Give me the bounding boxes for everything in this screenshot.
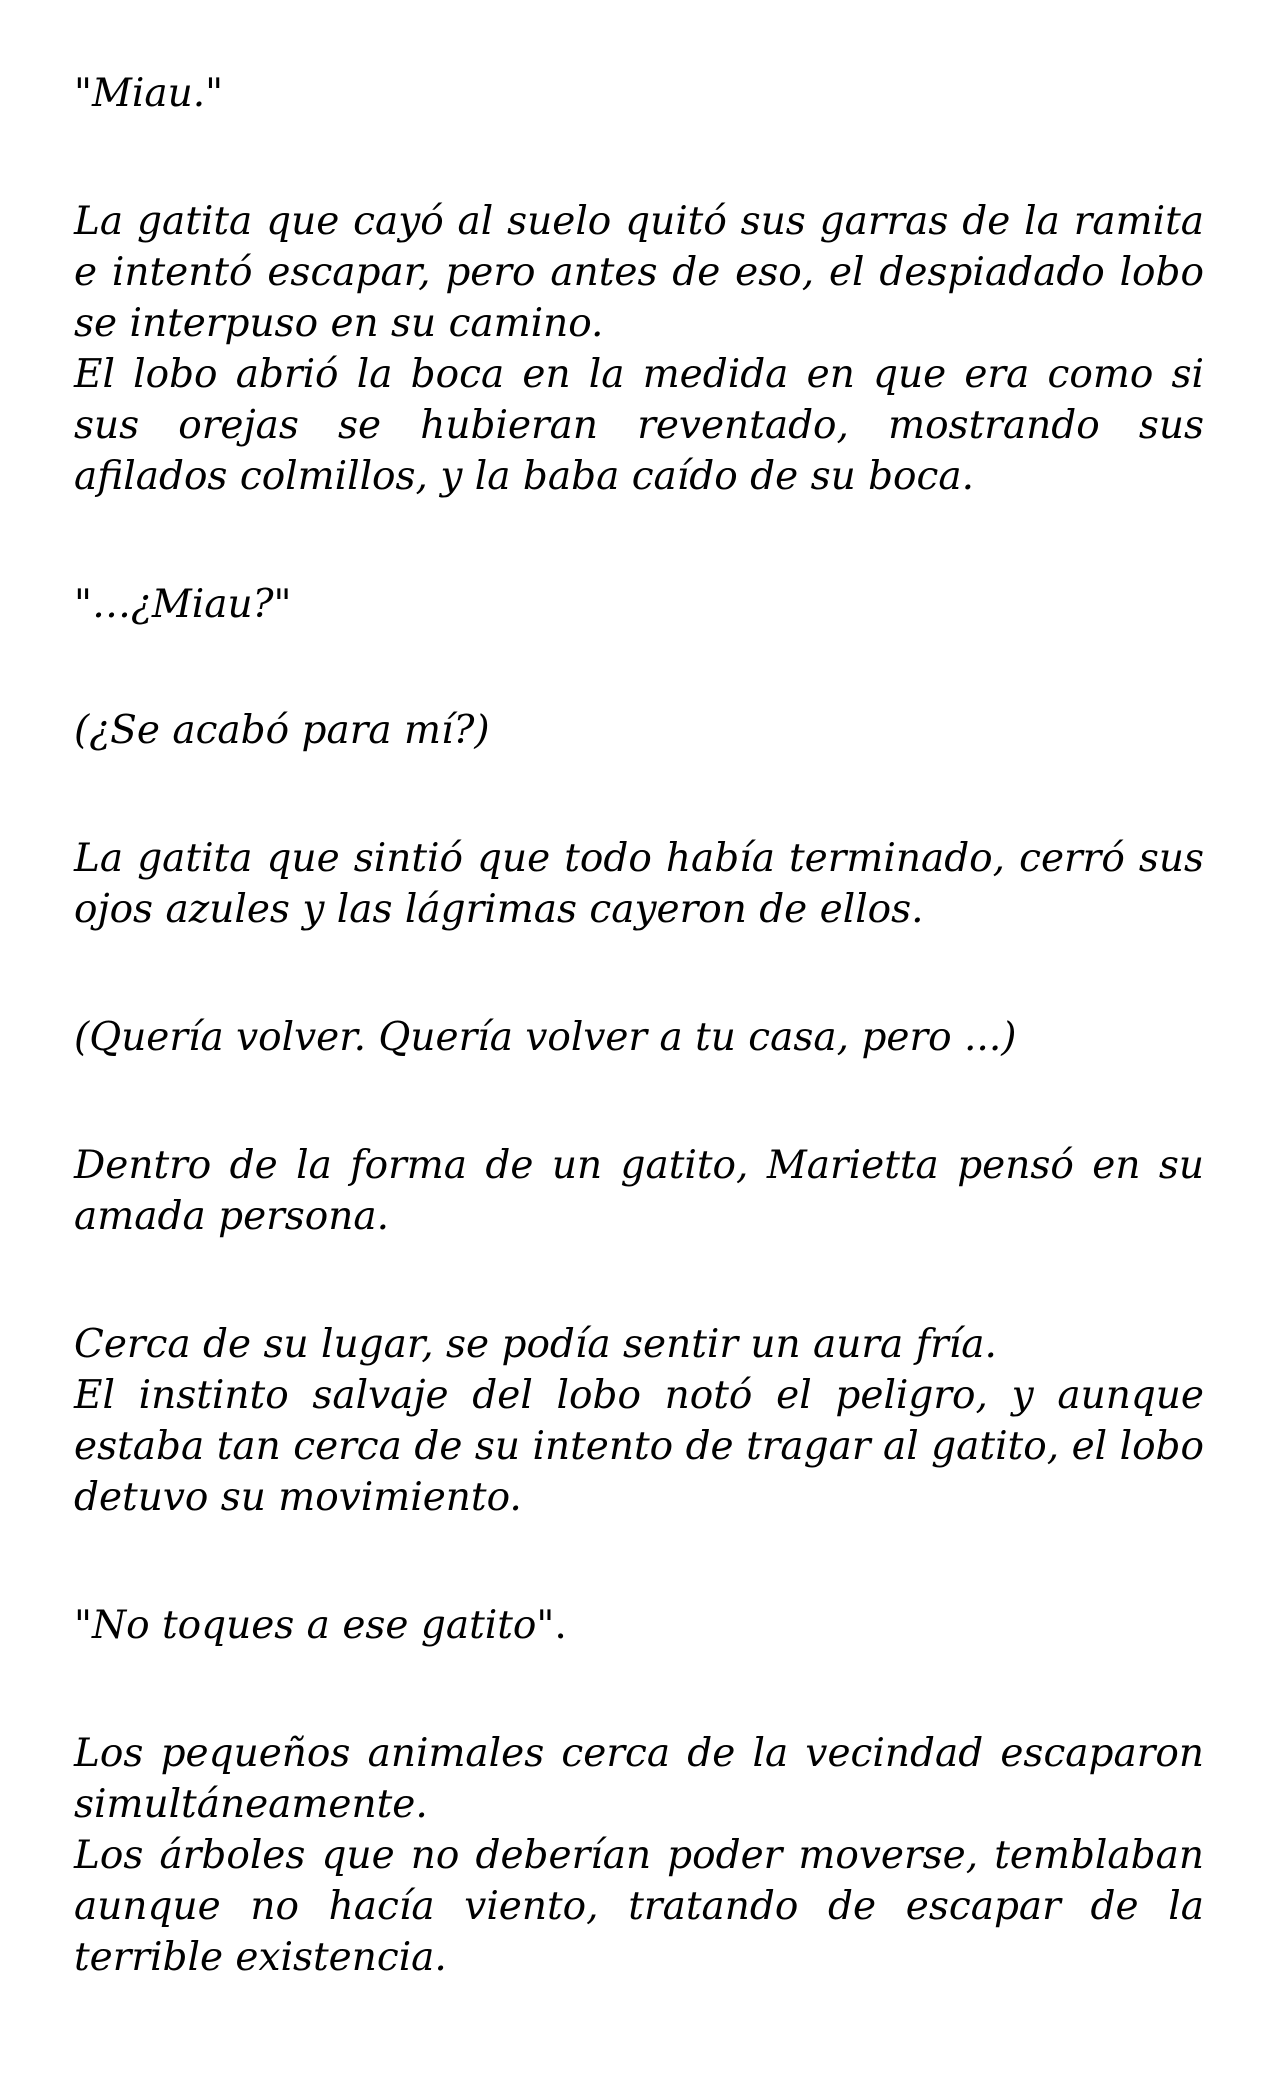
narration-line: Los pequeños animales cerca de la vecindad escaparon simultáneamente. — [74, 1731, 1204, 1827]
quote-close-mark: " — [205, 71, 224, 116]
paragraph-narration-wolf — [74, 196, 1204, 502]
paragraph-narration-cold-aura — [74, 1319, 1204, 1523]
paragraph-narration-animals-flee — [74, 1728, 1204, 1983]
paragraph-spacer — [74, 935, 1204, 1012]
dialogue-text: Miau. — [91, 71, 206, 116]
quote-open-mark: " — [74, 71, 92, 116]
paragraph-spacer — [74, 1523, 1204, 1600]
narration-line: Cerca de su lugar, se podía sentir un aura fría. — [74, 1322, 997, 1367]
quote-close-mark: ". — [536, 1603, 567, 1648]
paragraph-thought-return: (Quería volver. Quería volver a tu casa, pero ...) — [74, 1015, 1017, 1060]
document-page — [74, 68, 1204, 1983]
quote-close-mark: " — [273, 582, 292, 627]
dialogue-text: …¿Miau? — [91, 582, 274, 627]
paragraph-dialogue-miau-question — [74, 579, 1204, 630]
narration-line: El lobo abrió la boca en la medida en que era como si sus orejas se hubieran reventado, mostrando sus afilados colmillos, y la baba caído de su boca. — [74, 352, 1204, 499]
paragraph-narration-tears: La gatita que sintió que todo había terminado, cerró sus ojos azules y las lágrimas cayeron de ellos. — [74, 836, 1204, 932]
quote-open-mark: " — [74, 1603, 92, 1648]
narration-line: Los árboles que no deberían poder moverse, temblaban aunque no hacía viento, tratando de escapar de la terrible existencia. — [74, 1833, 1204, 1980]
paragraph-spacer — [74, 1063, 1204, 1140]
quote-open-mark: " — [74, 582, 92, 627]
paragraph-spacer — [74, 502, 1204, 579]
paragraph-dialogue-miau — [74, 68, 1204, 119]
paragraph-narration-marietta: Dentro de la forma de un gatito, Marietta pensó en su amada persona. — [74, 1143, 1204, 1239]
paragraph-spacer — [74, 630, 1204, 705]
paragraph-spacer — [74, 119, 1204, 196]
paragraph-dialogue-dont-touch — [74, 1600, 1204, 1651]
paragraph-spacer — [74, 1242, 1204, 1319]
paragraph-spacer — [74, 1651, 1204, 1728]
narration-line: El instinto salvaje del lobo notó el peligro, y aunque estaba tan cerca de su intento de tragar al gatito, el lobo detuvo su movimiento. — [74, 1373, 1204, 1520]
paragraph-spacer — [74, 756, 1204, 833]
dialogue-text: No toques a ese gatito — [91, 1603, 537, 1648]
paragraph-thought-ending: (¿Se acabó para mí?) — [74, 708, 490, 753]
narration-line: La gatita que cayó al suelo quitó sus garras de la ramita e intentó escapar, pero antes de eso, el despiadado lobo se interpuso en su camino. — [74, 199, 1204, 346]
